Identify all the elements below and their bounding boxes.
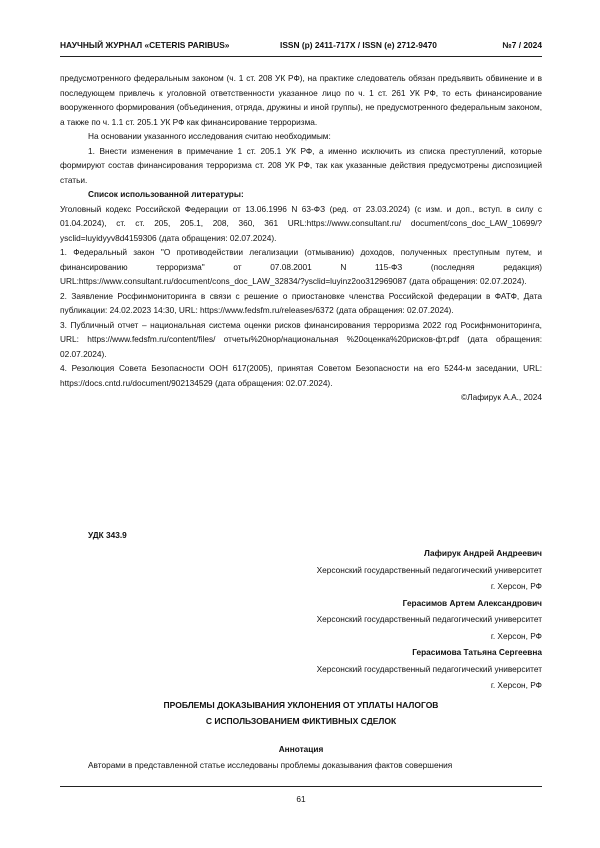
reference-item: 3. Публичный отчет – национальная система оценки рисков финансирования терроризма 2022 год Росифнмониторинга, URL: https://www.fedsfm.ru/content/files/ отчеты%20нор/национальная %20оценка%20рисков-фт.pdf (дата обращения: 02.07.2024).: [60, 319, 542, 359]
page-number: 61: [296, 794, 306, 804]
author-city: г. Херсон, РФ: [490, 630, 542, 641]
paragraph-conclusion-intro: На основании указанного исследования считаю необходимым:: [88, 131, 331, 141]
article-title-line: С ИСПОЛЬЗОВАНИЕМ ФИКТИВНЫХ СДЕЛОК: [205, 716, 397, 726]
author-name: Герасимов Артем Александрович: [402, 597, 542, 608]
author-block: [220, 545, 542, 694]
reference-item: 2. Заявление Росфинмониторинга в связи с решение о приостановке членства Российской федерации в ФАТФ, Дата публикации: 24.02.2023 14:30, URL: https://www.fedsfm.ru/releases/6372 (дата обращения: 02.07.2024).: [60, 290, 542, 315]
author-affiliation: Херсонский государственный педагогический университет: [316, 614, 542, 624]
author-affiliation: Херсонский государственный педагогический университет: [316, 663, 542, 674]
annotation-text: Авторами в представленной статье исследованы проблемы доказывания фактов совершения: [88, 760, 453, 770]
author-name: Герасимова Татьяна Сергеевна: [412, 647, 542, 657]
references-heading: Список использованной литературы:: [88, 189, 244, 199]
issue-number: №7 / 2024: [502, 40, 542, 50]
footer-divider: [60, 786, 542, 787]
header-divider: [60, 56, 542, 57]
author-city: г. Херсон, РФ: [490, 680, 542, 690]
paragraph-proposal: 1. Внести изменения в примечание 1 ст. 205.1 УК РФ, а именно исключить из списка преступлений, которые формируют состав финансирования терроризма ст. 208 УК РФ, так как указанные действия предусмотрены диспозицией статьи.: [60, 145, 542, 185]
article-title: [60, 697, 542, 729]
udk-code: УДК 343.9: [88, 530, 127, 540]
author-name: Лафирук Андрей Андреевич: [424, 548, 542, 558]
article-body: [60, 71, 542, 405]
reference-item: 4. Резолюция Совета Безопасности ООН 617(2005), принятая Советом Безопасности на его 5244-м заседании, URL: https://docs.cntd.ru/document/902134529 (дата обращения: 02.07.2024).: [60, 363, 542, 388]
reference-item: 1. Федеральный закон "О противодействии легализации (отмыванию) доходов, полученных преступным путем, и финансированию терроризма" от 07.08.2001 N 115-ФЗ (последняя редакция) URL:https://www.consultant.ru/document/cons_doc_LAW_32834/?ysclid=luyinz2oo312969087 (дата обращения: 02.07.2024).: [60, 247, 542, 286]
copyright-note: ©Лафирук А.А., 2024: [461, 392, 542, 402]
issn-line: ISSN (p) 2411-717X / ISSN (e) 2712-9470: [280, 40, 437, 50]
paragraph-continuation: предусмотренного федеральным законом (ч. 1 ст. 208 УК РФ), на практике следователь обязан предъявить обвинение и в последующем привлечь к уголовной ответственности указанное лицо по ч. 1 ст. 261 УК РФ, то есть финансирование вооруженного формирования (объединения, отряда, дружины и иной группы), не предусмотренного федеральным законом, а также по ч. 1.1 ст. 205.1 УК РФ как финансирование терроризма.: [60, 73, 542, 127]
author-affiliation: Херсонский государственный педагогический университет: [316, 564, 542, 575]
annotation-heading: Аннотация: [278, 744, 324, 754]
reference-item: Уголовный кодекс Российской Федерации от 13.06.1996 N 63-ФЗ (ред. от 23.03.2024) (с изм. и доп., вступ. в силу с 01.04.2024), ст. ст. 205, 205.1, 208, 360, 361 URL:https://www.consultant.ru/ document/cons_doc_LAW_10699/?ysclid=luyidyyv8d4159306 (дата обращения: 02.07.2024).: [60, 203, 542, 243]
running-header: [60, 40, 542, 54]
journal-name: НАУЧНЫЙ ЖУРНАЛ «CETERIS PARIBUS»: [60, 40, 230, 50]
author-city: г. Херсон, РФ: [490, 581, 542, 591]
article-title-line: ПРОБЛЕМЫ ДОКАЗЫВАНИЯ УКЛОНЕНИЯ ОТ УПЛАТЫ НАЛОГОВ: [163, 700, 439, 710]
